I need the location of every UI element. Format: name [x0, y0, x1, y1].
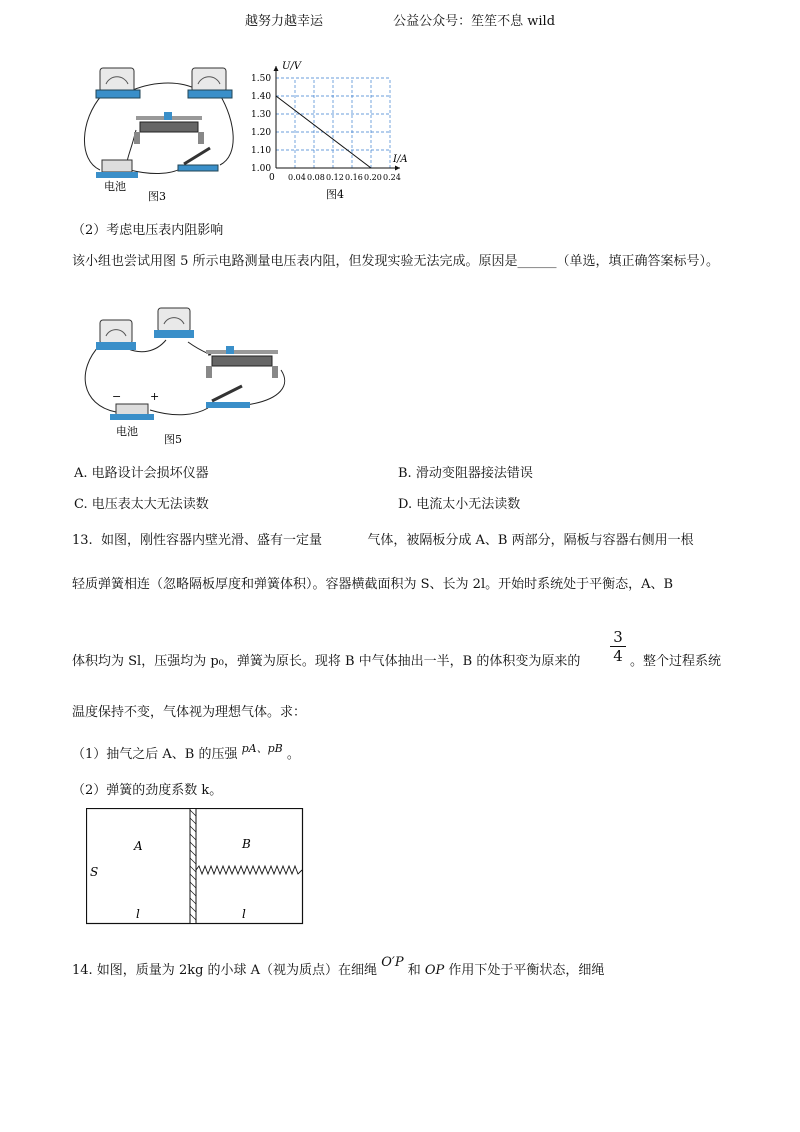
fraction-denominator: 4	[610, 646, 626, 665]
fig3-caption: 图3	[148, 190, 166, 203]
y-axis-arrow	[274, 66, 279, 71]
q13-sub2: （2）弹簧的劲度系数 k。	[72, 783, 223, 798]
chamber-a-label: A	[134, 839, 143, 853]
q14-and: 和	[407, 963, 421, 978]
figure-4-chart	[248, 58, 413, 203]
switch	[178, 148, 218, 171]
fig5-battery-label: 电池	[116, 425, 138, 438]
fig5-caption: 图5	[164, 433, 182, 445]
battery-plus: +	[150, 390, 160, 403]
fraction-three-quarters	[610, 628, 626, 665]
y-tick-label: 1.30	[251, 110, 272, 120]
fraction-numerator: 3	[613, 628, 623, 646]
q13-sub1-text: （1）抽气之后 A、B 的压强	[72, 747, 238, 762]
voltmeter	[154, 308, 194, 338]
option-d: D. 电流太小无法读数	[398, 497, 521, 512]
q14-text: 14. 如图，质量为 2kg 的小球 A（视为质点）在细绳	[72, 963, 378, 978]
q13-line3-end: 。整个过程系统	[630, 654, 722, 669]
q13-sub1-end: 。	[286, 747, 300, 762]
q12-part2-text: 该小组也尝试用图 5 所示电路测量电压表内阻，但发现实验无法完成。原因是______（单选，填正确答案标号）。	[72, 254, 720, 269]
rope-o-prime-p: O′P	[381, 955, 404, 970]
switch	[206, 386, 250, 408]
chamber-b-label: B	[242, 837, 251, 851]
fig3-battery-label: 电池	[104, 180, 126, 193]
battery	[96, 160, 138, 178]
header-right: 公益公众号：笙笙不息 wild	[393, 14, 556, 29]
x-tick-label: 0.20	[364, 173, 382, 182]
area-s-label: S	[90, 865, 99, 879]
ammeter	[96, 320, 136, 350]
origin-label: 0	[269, 173, 275, 183]
figure-3-circuit	[70, 60, 245, 205]
rope-op: OP	[424, 963, 445, 978]
fig4-caption: 图4	[326, 188, 344, 201]
page-header	[0, 10, 800, 29]
q13-line3: 体积均为 Sl，压强均为 p₀，弹簧为原长。现将 B 中气体抽出一半，B 的体积变为原来的	[72, 654, 581, 669]
y-tick-label: 1.10	[251, 146, 272, 156]
option-b: B. 滑动变阻器接法错误	[398, 466, 533, 481]
y-tick-label: 1.50	[251, 74, 272, 84]
q14-line1	[72, 955, 732, 978]
option-c: C. 电压表太大无法读数	[74, 497, 209, 512]
x-tick-label: 0.04	[288, 173, 306, 182]
x-tick-label: 0.16	[345, 173, 363, 182]
q13-line2: 轻质弹簧相连（忽略隔板厚度和弹簧体积）。容器横截面积为 S、长为 2l。开始时系统处于平衡态，A、B	[72, 577, 674, 592]
chart-ticks	[251, 74, 401, 182]
chart-grid	[276, 78, 390, 168]
rheostat	[134, 112, 204, 144]
battery-minus: −	[112, 390, 122, 403]
y-axis-label: U/V	[282, 61, 302, 72]
header-left: 越努力越幸运	[244, 14, 323, 29]
ammeter	[96, 68, 140, 98]
y-tick-label: 1.00	[251, 164, 272, 174]
voltmeter	[188, 68, 232, 98]
x-axis-arrow	[395, 166, 400, 171]
y-tick-label: 1.20	[251, 128, 272, 138]
rheostat	[206, 346, 278, 378]
x-tick-label: 0.24	[383, 173, 401, 182]
option-a: A. 电路设计会损坏仪器	[74, 466, 209, 481]
battery	[110, 390, 159, 420]
x-axis-label: I/A	[393, 154, 408, 165]
q13-line4: 温度保持不变，气体视为理想气体。求：	[72, 705, 307, 720]
q13-line1: 13. 如图，刚性容器内壁光滑、盛有一定量 气体，被隔板分成 A、B 两部分，隔板与容器右侧用一根	[72, 533, 694, 548]
x-tick-label: 0.08	[307, 173, 325, 182]
length-l-left: l	[136, 907, 140, 921]
y-tick-label: 1.40	[251, 92, 272, 102]
q13-sub1-vars: pA、pB	[241, 742, 283, 755]
chart-axes	[274, 66, 401, 171]
length-l-right: l	[242, 907, 246, 921]
figure-5-circuit	[76, 300, 296, 445]
q12-part2-title: （2）考虑电压表内阻影响	[72, 223, 224, 238]
spring	[196, 866, 302, 874]
q13-sub1	[72, 740, 300, 762]
q14-text-end: 作用下处于平衡状态，细绳	[448, 963, 605, 978]
figure-container-spring	[86, 808, 304, 926]
x-tick-label: 0.12	[326, 173, 344, 182]
